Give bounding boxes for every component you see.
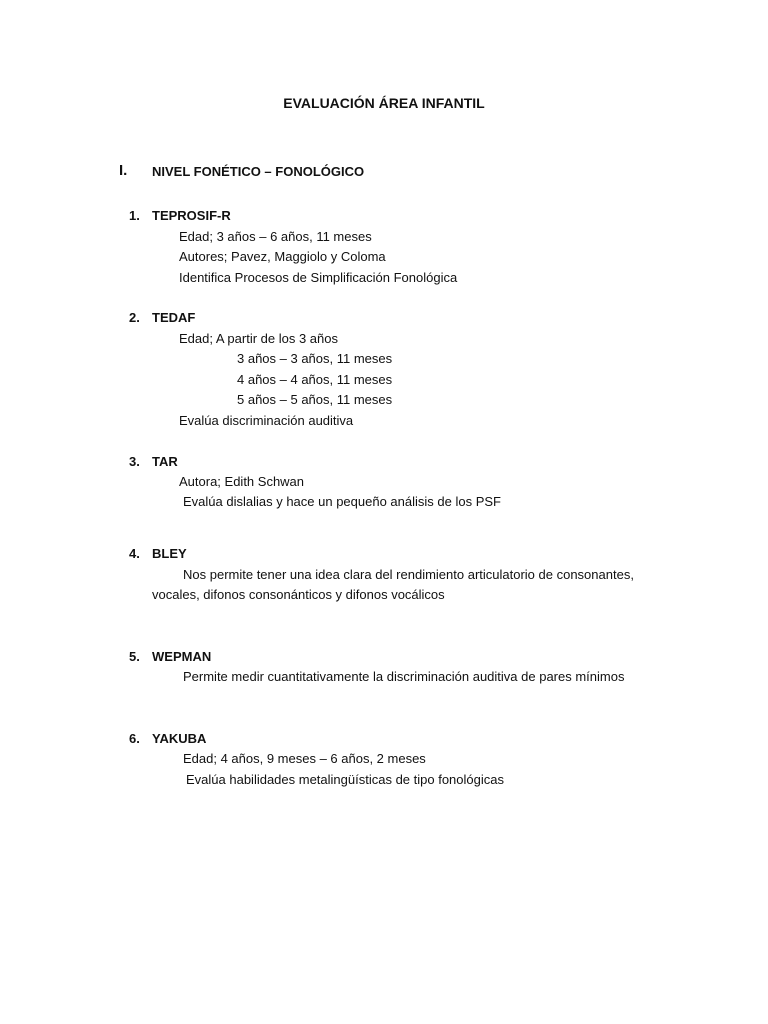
item-number: 5. — [129, 649, 140, 664]
item-name: TAR — [152, 454, 178, 469]
item-line: Evalúa discriminación auditiva — [179, 413, 354, 428]
item-line: 5 años – 5 años, 11 meses — [237, 392, 393, 407]
item-line: Edad; A partir de los 3 años — [179, 331, 338, 346]
section-numeral: I. — [119, 162, 128, 179]
item-line: vocales, difonos consonánticos y difonos vocálicos — [152, 587, 445, 602]
item-name: TEPROSIF-R — [152, 208, 231, 223]
item-line: 3 años – 3 años, 11 meses — [237, 351, 393, 366]
item-line: Edad; 4 años, 9 meses – 6 años, 2 meses — [183, 751, 426, 766]
item-name: BLEY — [152, 546, 187, 561]
item-number: 3. — [129, 454, 140, 469]
item-name: YAKUBA — [152, 731, 207, 746]
item-number: 6. — [129, 731, 140, 746]
section-heading: NIVEL FONÉTICO – FONOLÓGICO — [152, 164, 365, 179]
item-name: WEPMAN — [152, 649, 212, 664]
item-number: 2. — [129, 310, 140, 325]
item-number: 4. — [129, 546, 140, 561]
item-name: TEDAF — [152, 310, 196, 325]
item-line: 4 años – 4 años, 11 meses — [237, 372, 393, 387]
item-line: Nos permite tener una idea clara del rendimiento articulatorio de consonantes, — [183, 567, 634, 582]
item-line: Identifica Procesos de Simplificación Fonológica — [179, 270, 458, 285]
item-line: Autores; Pavez, Maggiolo y Coloma — [179, 249, 386, 264]
item-line: Edad; 3 años – 6 años, 11 meses — [179, 229, 372, 244]
item-line: Evalúa habilidades metalingüísticas de tipo fonológicas — [186, 772, 504, 787]
item-number: 1. — [129, 208, 140, 223]
item-line: Evalúa dislalias y hace un pequeño análisis de los PSF — [183, 494, 501, 509]
document-title: EVALUACIÓN ÁREA INFANTIL — [283, 95, 485, 111]
item-line: Autora; Edith Schwan — [179, 474, 305, 489]
item-line: Permite medir cuantitativamente la discriminación auditiva de pares mínimos — [183, 669, 625, 684]
